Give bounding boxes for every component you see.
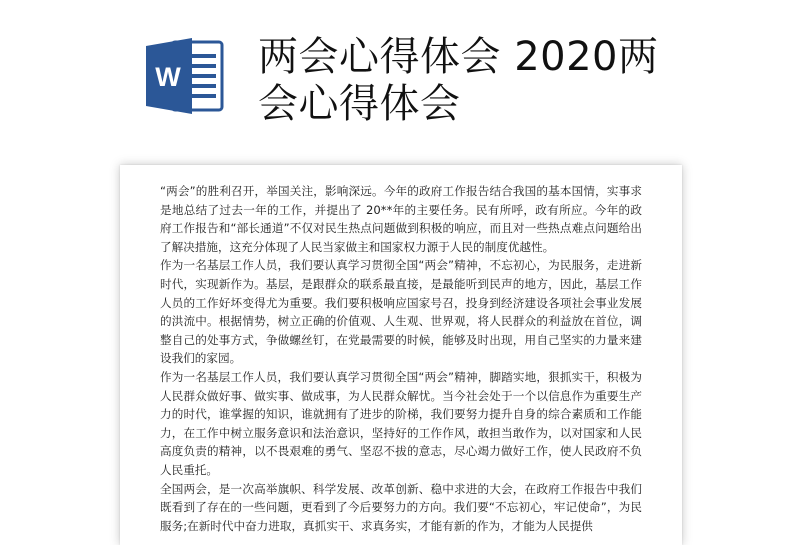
word-document-icon xyxy=(142,36,228,116)
paragraph: 作为一名基层工作人员，我们要认真学习贯彻全国“两会”精神，脚踏实地，狠抓实干，积极为人民群众做好事、做实事、做成事，为人民群众解忧。当今社会处于一个以信息作为重要生产力的时代，谁掌握的知识，谁就拥有了进步的阶梯，我们要努力提升自身的综合素质和工作能力，在工作中树立服务意识和法治意识，坚持好的工作作风，敢担当敢作为，以对国家和人民高度负责的精神，以不畏艰难的勇气、坚忍不拔的意志，尽心竭力做好工作，使人民政府不负人民重托。 xyxy=(160,369,642,477)
paragraph: “两会”的胜利召开，举国关注，影响深远。今年的政府工作报告结合我国的基本国情，实事求是地总结了过去一年的工作，并提出了 20**年的主要任务。民有所呼，政有所应。今年的政府工作报告和“部长通道”不仅对民生热点问题做到积极的响应，而且对一些热点难点问题给出了解决措施，这充分体现了人民当家做主和国家权力源于人民的制度优越性。 xyxy=(160,184,642,254)
paragraph: 全国两会，是一次高举旗帜、科学发展、改革创新、稳中求进的大会，在政府工作报告中我们既看到了存在的一些问题，更看到了今后要努力的方向。我们要“不忘初心，牢记使命”，为民服务;在新时代中奋力进取，真抓实干、求真务实，才能有新的作为，才能为人民提供 xyxy=(160,481,642,533)
document-body xyxy=(160,182,642,535)
paragraph: 作为一名基层工作人员，我们要认真学习贯彻全国“两会”精神，不忘初心，为民服务，走进新时代，实现新作为。基层，是跟群众的联系最直接，是最能听到民声的地方，因此，基层工作人员的工作好坏变得尤为重要。我们要积极响应国家号召，投身到经济建设各项社会事业发展的洪流中。根据情势，树立正确的价值观、人生观、世界观，将人民群众的利益放在首位，调整自己的处事方式，争做螺丝钉，在党最需要的时候，能够及时出现，用自己坚实的力量来建设我们的家园。 xyxy=(160,258,642,366)
word-icon-letter: W xyxy=(155,62,181,92)
document-page xyxy=(120,165,682,545)
page-title: 两会心得体会 2020两会心得体会 xyxy=(258,34,659,127)
header-banner xyxy=(0,0,800,150)
